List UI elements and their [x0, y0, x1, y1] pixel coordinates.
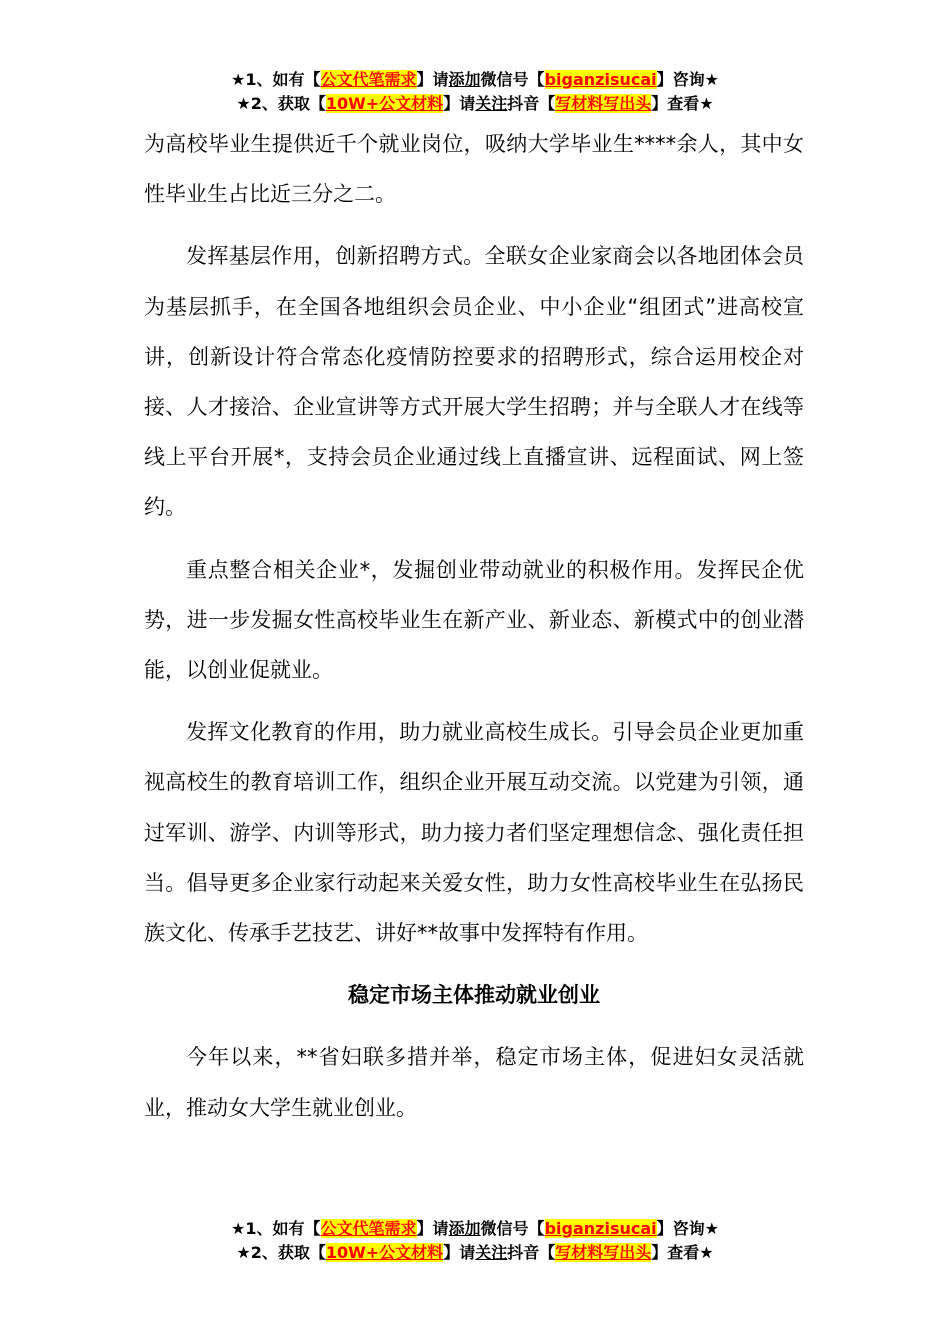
promo-text: 微信号【 — [480, 70, 545, 89]
highlight-service: 公文代笔需求 — [320, 1219, 417, 1238]
highlight-wechat-id: biganzisucai — [544, 70, 657, 89]
promo-text: 】咨询★ — [656, 70, 719, 89]
promo-line-1 — [0, 68, 950, 92]
promo-text: 】请 — [443, 1243, 476, 1262]
promo-underlined-text: 关注 — [475, 1243, 508, 1262]
promo-text: 1、如有【 — [245, 70, 321, 89]
promo-text: 】请 — [443, 94, 476, 113]
star-icon: ★ — [231, 1219, 246, 1238]
promo-text: 】请 — [416, 1219, 449, 1238]
section-heading: 稳定市场主体推动就业创业 — [348, 983, 600, 1008]
promo-text: 微信号【 — [480, 1219, 545, 1238]
paragraph: 今年以来，**省妇联多措并举，稳定市场主体，促进妇女灵活就业，推动女大学生就业创业。 — [144, 1045, 804, 1120]
promo-underlined-text: 添加 — [448, 70, 481, 89]
paragraph: 发挥文化教育的作用，助力就业高校生成长。引导会员企业更加重视高校生的教育培训工作，组织企业开展互动交流。以党建为引领，通过军训、游学、内训等形式，助力接力者们坚定理想信念、强化责任担当。倡导更多企业家行动起来关爱女性，助力女性高校毕业生在弘扬民族文化、传承手艺技艺、讲好**故事中发挥特有作用。 — [144, 720, 804, 946]
promo-text: 2、获取【 — [250, 1243, 326, 1262]
promo-banner-top — [0, 68, 950, 116]
star-icon: ★ — [236, 94, 251, 113]
promo-text: 2、获取【 — [250, 94, 326, 113]
promo-text: 抖音【 — [507, 94, 556, 113]
document-body — [144, 119, 804, 1145]
promo-text: 1、如有【 — [245, 1219, 321, 1238]
highlight-materials: 10W+公文材料 — [325, 94, 444, 113]
paragraph: 重点整合相关企业*，发掘创业带动就业的积极作用。发挥民企优势，进一步发掘女性高校毕业生在新产业、新业态、新模式中的创业潜能，以创业促就业。 — [144, 557, 804, 683]
highlight-douyin-account: 写材料写出头 — [555, 94, 652, 113]
promo-text: 】请 — [416, 70, 449, 89]
promo-underlined-text: 添加 — [448, 1219, 481, 1238]
highlight-service: 公文代笔需求 — [320, 70, 417, 89]
promo-text: 抖音【 — [507, 1243, 556, 1262]
highlight-douyin-account: 写材料写出头 — [555, 1243, 652, 1262]
promo-text: 】查看★ — [651, 1243, 714, 1262]
paragraph: 发挥基层作用，创新招聘方式。全联女企业家商会以各地团体会员为基层抓手，在全国各地组织会员企业、中小企业“组团式”进高校宣讲，创新设计符合常态化疫情防控要求的招聘形式，综合运用校企对接、人才接洽、企业宣讲等方式开展大学生招聘；并与全联人才在线等线上平台开展*，支持会员企业通过线上直播宣讲、远程面试、网上签约。 — [144, 244, 804, 520]
star-icon: ★ — [231, 70, 246, 89]
promo-line-2 — [0, 92, 950, 116]
promo-line-2 — [0, 1241, 950, 1265]
highlight-wechat-id: biganzisucai — [544, 1219, 657, 1238]
promo-banner-bottom — [0, 1217, 950, 1265]
paragraph-continued: 为高校毕业生提供近千个就业岗位，吸纳大学毕业生****余人，其中女性毕业生占比近三分之二。 — [144, 132, 804, 207]
promo-line-1 — [0, 1217, 950, 1241]
promo-text: 】查看★ — [651, 94, 714, 113]
promo-text: 】咨询★ — [656, 1219, 719, 1238]
promo-underlined-text: 关注 — [475, 94, 508, 113]
highlight-materials: 10W+公文材料 — [325, 1243, 444, 1262]
star-icon: ★ — [236, 1243, 251, 1262]
